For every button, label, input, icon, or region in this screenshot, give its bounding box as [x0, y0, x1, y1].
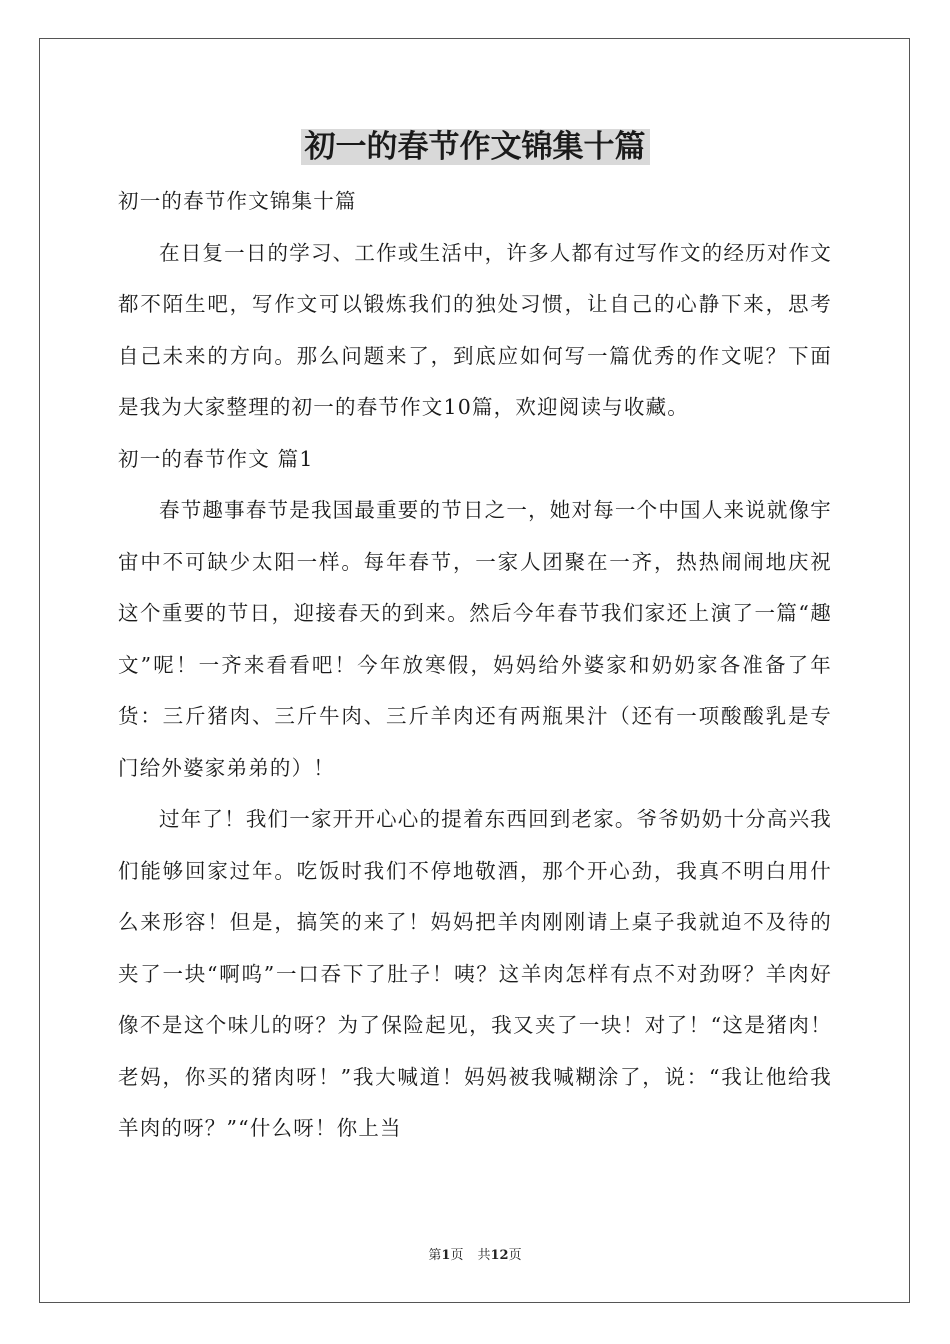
body-paragraph-2: 过年了！我们一家开开心心的提着东西回到老家。爷爷奶奶十分高兴我们能够回家过年。吃饭时我们不停地敬酒，那个开心劲，我真不明白用什么来形容！但是，搞笑的来了！妈妈把羊肉刚刚请上桌子我就迫不及待的夹了一块“啊呜”一口吞下了肚子！咦？这羊肉怎样有点不对劲呀？羊肉好像不是这个味儿的呀？为了保险起见，我又夹了一块！对了！“这是猪肉！老妈，你买的猪肉呀！”我大喊道！妈妈被我喊糊涂了，说：“我让他给我羊肉的呀？”“什么呀！你上当	[118, 807, 832, 1140]
total-pages-number: 12	[490, 1248, 509, 1263]
document-subtitle: 初一的春节作文锦集十篇	[118, 189, 357, 213]
document-body	[118, 176, 832, 1155]
body-paragraph-1: 春节趣事春节是我国最重要的节日之一，她对每一个中国人来说就像宇宙中不可缺少太阳一样。每年春节，一家人团聚在一齐，热热闹闹地庆祝这个重要的节日，迎接春天的到来。然后今年春节我们家还上演了一篇“趣文”呢！一齐来看看吧！今年放寒假，妈妈给外婆家和奶奶家各准备了年货：三斤猪肉、三斤牛肉、三斤羊肉还有两瓶果汁（还有一项酸酸乳是专门给外婆家弟弟的）！	[118, 498, 832, 780]
total-label-prefix: 共	[477, 1248, 491, 1263]
page-label-suffix: 页	[450, 1248, 464, 1263]
intro-paragraph: 在日复一日的学习、工作或生活中，许多人都有过写作文的经历对作文都不陌生吧，写作文可以锻炼我们的独处习惯，让自己的心静下来，思考自己未来的方向。那么问题来了，到底应如何写一篇优秀的作文呢？下面是我为大家整理的初一的春节作文10篇，欢迎阅读与收藏。	[118, 240, 832, 419]
total-label-suffix: 页	[508, 1248, 522, 1263]
document-title-text: 初一的春节作文锦集十篇	[301, 129, 650, 165]
section-heading: 初一的春节作文 篇1	[118, 446, 314, 471]
page-footer	[0, 1246, 950, 1266]
page-label-prefix: 第	[428, 1248, 442, 1263]
document-title	[0, 122, 950, 172]
current-page-number: 1	[441, 1248, 451, 1263]
